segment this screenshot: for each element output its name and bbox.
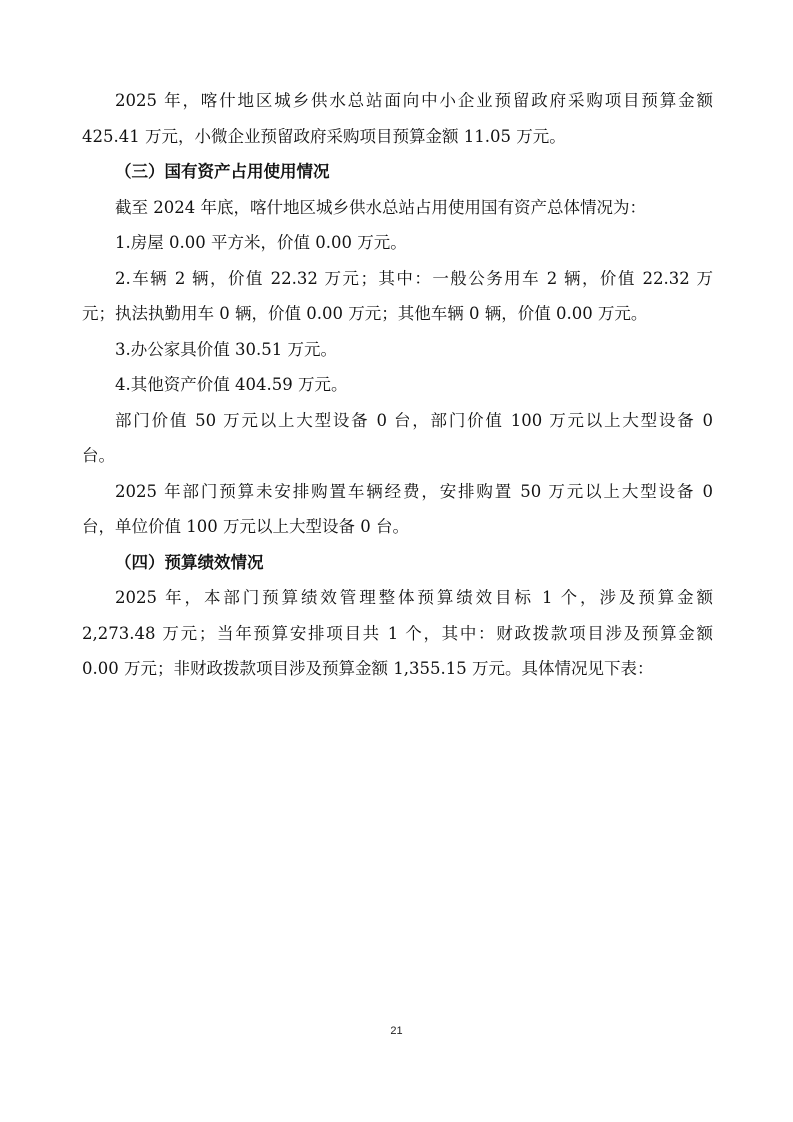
list-item-vehicles-line-1: 2.车辆 2 辆，价值 22.32 万元；其中：一般公务用车 2 辆，价值 22.32 万 — [115, 268, 713, 288]
section-heading-performance: （四）预算绩效情况 — [115, 552, 264, 572]
paragraph-performance-line-2: 2,273.48 万元；当年预算安排项目共 1 个，其中：财政拨款项目涉及预算金额 — [82, 623, 713, 643]
paragraph-assets-intro: 截至 2024 年底，喀什地区城乡供水总站占用使用国有资产总体情况为： — [115, 197, 646, 217]
paragraph-procurement-line-2: 425.41 万元，小微企业预留政府采购项目预算金额 11.05 万元。 — [82, 126, 566, 146]
paragraph-equipment-line-1: 部门价值 50 万元以上大型设备 0 台，部门价值 100 万元以上大型设备 0 — [115, 410, 713, 430]
list-item-buildings: 1.房屋 0.00 平方米，价值 0.00 万元。 — [115, 233, 407, 252]
section-heading-state-assets: （三）国有资产占用使用情况 — [115, 162, 330, 181]
paragraph-performance-line-3: 0.00 万元；非财政拨款项目涉及预算金额 1,355.15 万元。具体情况见下表： — [82, 659, 654, 678]
paragraph-equipment-line-2: 台。 — [82, 446, 115, 465]
page-body — [82, 83, 713, 687]
paragraph-performance-line-1: 2025 年，本部门预算绩效管理整体预算绩效目标 1 个，涉及预算金额 — [115, 588, 713, 607]
page-number: 21 — [390, 1025, 403, 1037]
list-item-furniture: 3.办公家具价值 30.51 万元。 — [115, 339, 337, 359]
list-item-other-assets: 4.其他资产价值 404.59 万元。 — [115, 375, 348, 394]
paragraph-purchase-line-2: 台，单位价值 100 万元以上大型设备 0 台。 — [82, 517, 409, 536]
paragraph-purchase-line-1: 2025 年部门预算未安排购置车辆经费，安排购置 50 万元以上大型设备 0 — [115, 481, 713, 501]
paragraph-procurement-line-1: 2025 年，喀什地区城乡供水总站面向中小企业预留政府采购项目预算金额 — [115, 91, 713, 110]
list-item-vehicles-line-2: 元；执法执勤用车 0 辆，价值 0.00 万元；其他车辆 0 辆，价值 0.00 万元。 — [82, 304, 648, 323]
